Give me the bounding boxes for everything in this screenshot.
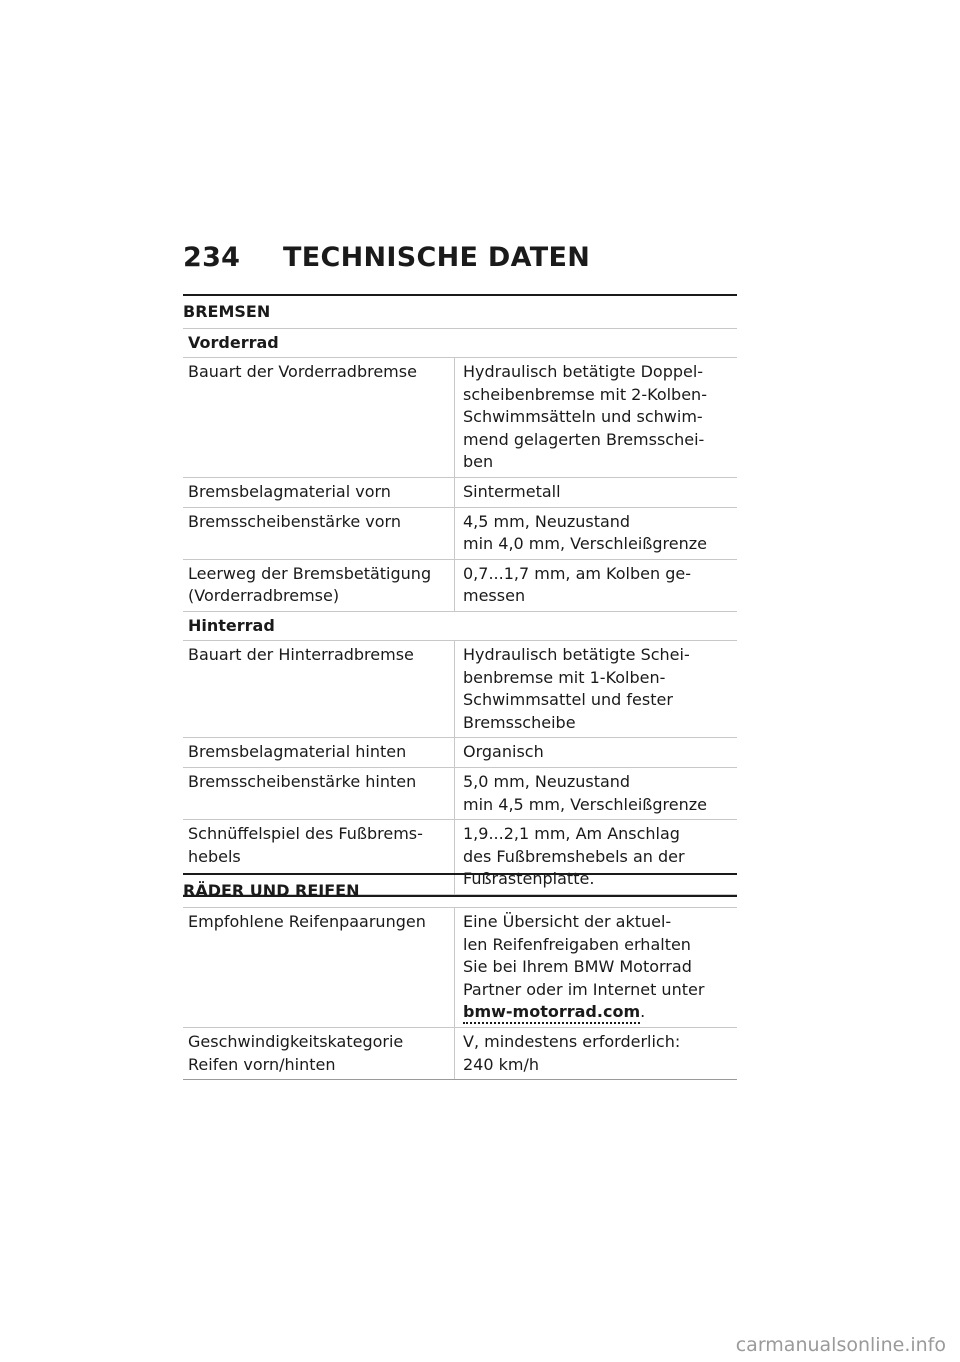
bmw-motorrad-link[interactable]: bmw-motorrad.com xyxy=(463,1002,640,1024)
value-line: messen xyxy=(463,586,526,606)
label-line: Bauart der Hinterradbremse xyxy=(188,644,414,664)
row-value xyxy=(454,738,737,767)
table-row xyxy=(183,508,737,560)
vorderrad-rows xyxy=(183,358,737,612)
table-row xyxy=(183,908,737,1028)
table-row xyxy=(183,738,737,768)
label-line: Leerweg der Bremsbetätigung xyxy=(188,563,432,583)
value-line: Fußrastenplatte. xyxy=(463,869,595,889)
value-line: 240 km/h xyxy=(463,1054,540,1074)
row-value xyxy=(454,508,737,559)
row-value xyxy=(454,358,737,477)
value-line: Schwimmsattel und fester xyxy=(463,690,673,710)
value-line: Sintermetall xyxy=(463,481,561,501)
subheading-hinterrad: Hinterrad xyxy=(183,612,737,641)
row-value xyxy=(454,560,737,611)
label-line: Schnüffelspiel des Fußbrems- xyxy=(188,824,423,844)
value-line: Hydraulisch betätigte Doppel- xyxy=(463,362,704,381)
label-line: Bauart der Vorderradbremse xyxy=(188,362,417,381)
value-line: min 4,5 mm, Verschleißgrenze xyxy=(463,794,707,814)
row-label xyxy=(183,641,454,737)
row-label xyxy=(183,560,454,611)
label-line: Geschwindigkeitskategorie xyxy=(188,1031,404,1051)
value-line: ben xyxy=(463,452,494,472)
row-label xyxy=(183,738,454,767)
row-label xyxy=(183,1028,454,1079)
label-line: Reifen vorn/hinten xyxy=(188,1054,336,1074)
table-row xyxy=(183,478,737,508)
value-line: 1,9...2,1 mm, Am Anschlag xyxy=(463,824,680,844)
section-heading-bremsen: BREMSEN xyxy=(183,294,737,321)
label-line: Empfohlene Reifenpaarungen xyxy=(188,912,426,931)
row-value xyxy=(454,908,737,1027)
link-suffix: . xyxy=(640,1002,646,1022)
subheading-vorderrad: Vorderrad xyxy=(183,328,737,358)
label-line: Bremsscheibenstärke vorn xyxy=(188,511,401,531)
row-label xyxy=(183,908,454,1027)
chapter-title: TECHNISCHE DATEN xyxy=(283,242,591,273)
value-line: Hydraulisch betätigte Schei- xyxy=(463,644,690,664)
row-value xyxy=(454,1028,737,1079)
row-value xyxy=(454,478,737,507)
spec-table-raeder xyxy=(183,907,737,1080)
value-line: des Fußbremshebels an der xyxy=(463,846,685,866)
table-row xyxy=(183,1028,737,1080)
value-line: 4,5 mm, Neuzustand xyxy=(463,511,631,531)
value-line: V, mindestens erforderlich: xyxy=(463,1031,681,1051)
value-line: Eine Übersicht der aktuel- xyxy=(463,912,672,931)
label-line: Bremsbelagmaterial hinten xyxy=(188,742,407,762)
table-row xyxy=(183,641,737,738)
value-line: Bremsscheibe xyxy=(463,712,576,732)
value-line: len Reifenfreigaben erhalten xyxy=(463,934,691,954)
table-row xyxy=(183,560,737,612)
value-line: Organisch xyxy=(463,742,544,762)
page-header xyxy=(183,242,743,273)
value-line: Partner oder im Internet unter xyxy=(463,979,705,999)
hinterrad-rows xyxy=(183,641,737,897)
table-row xyxy=(183,768,737,820)
row-label xyxy=(183,768,454,819)
value-line: Sie bei Ihrem BMW Motorrad xyxy=(463,957,692,977)
row-label xyxy=(183,508,454,559)
label-line: Bremsscheibenstärke hinten xyxy=(188,771,417,791)
value-line: mend gelagerten Bremsschei- xyxy=(463,429,705,449)
value-line: 0,7...1,7 mm, am Kolben ge- xyxy=(463,563,691,583)
row-value xyxy=(454,641,737,737)
label-line: Bremsbelagmaterial vorn xyxy=(188,481,391,501)
watermark: carmanualsonline.info xyxy=(735,1334,946,1356)
label-line: (Vorderradbremse) xyxy=(188,586,340,606)
row-label xyxy=(183,478,454,507)
page-number: 234 xyxy=(183,242,241,273)
row-value xyxy=(454,768,737,819)
row-label xyxy=(183,358,454,477)
raeder-rows xyxy=(183,908,737,1080)
table-row xyxy=(183,358,737,478)
label-line: hebels xyxy=(188,846,241,866)
value-line: Schwimmsätteln und schwim- xyxy=(463,407,703,427)
value-line: benbremse mit 1-Kolben- xyxy=(463,667,666,687)
value-line: min 4,0 mm, Verschleißgrenze xyxy=(463,534,707,554)
spec-table-bremsen xyxy=(183,328,737,897)
value-line: 5,0 mm, Neuzustand xyxy=(463,771,631,791)
value-line: scheibenbremse mit 2-Kolben- xyxy=(463,384,707,404)
section-heading-raeder: RÄDER UND REIFEN xyxy=(183,873,737,900)
